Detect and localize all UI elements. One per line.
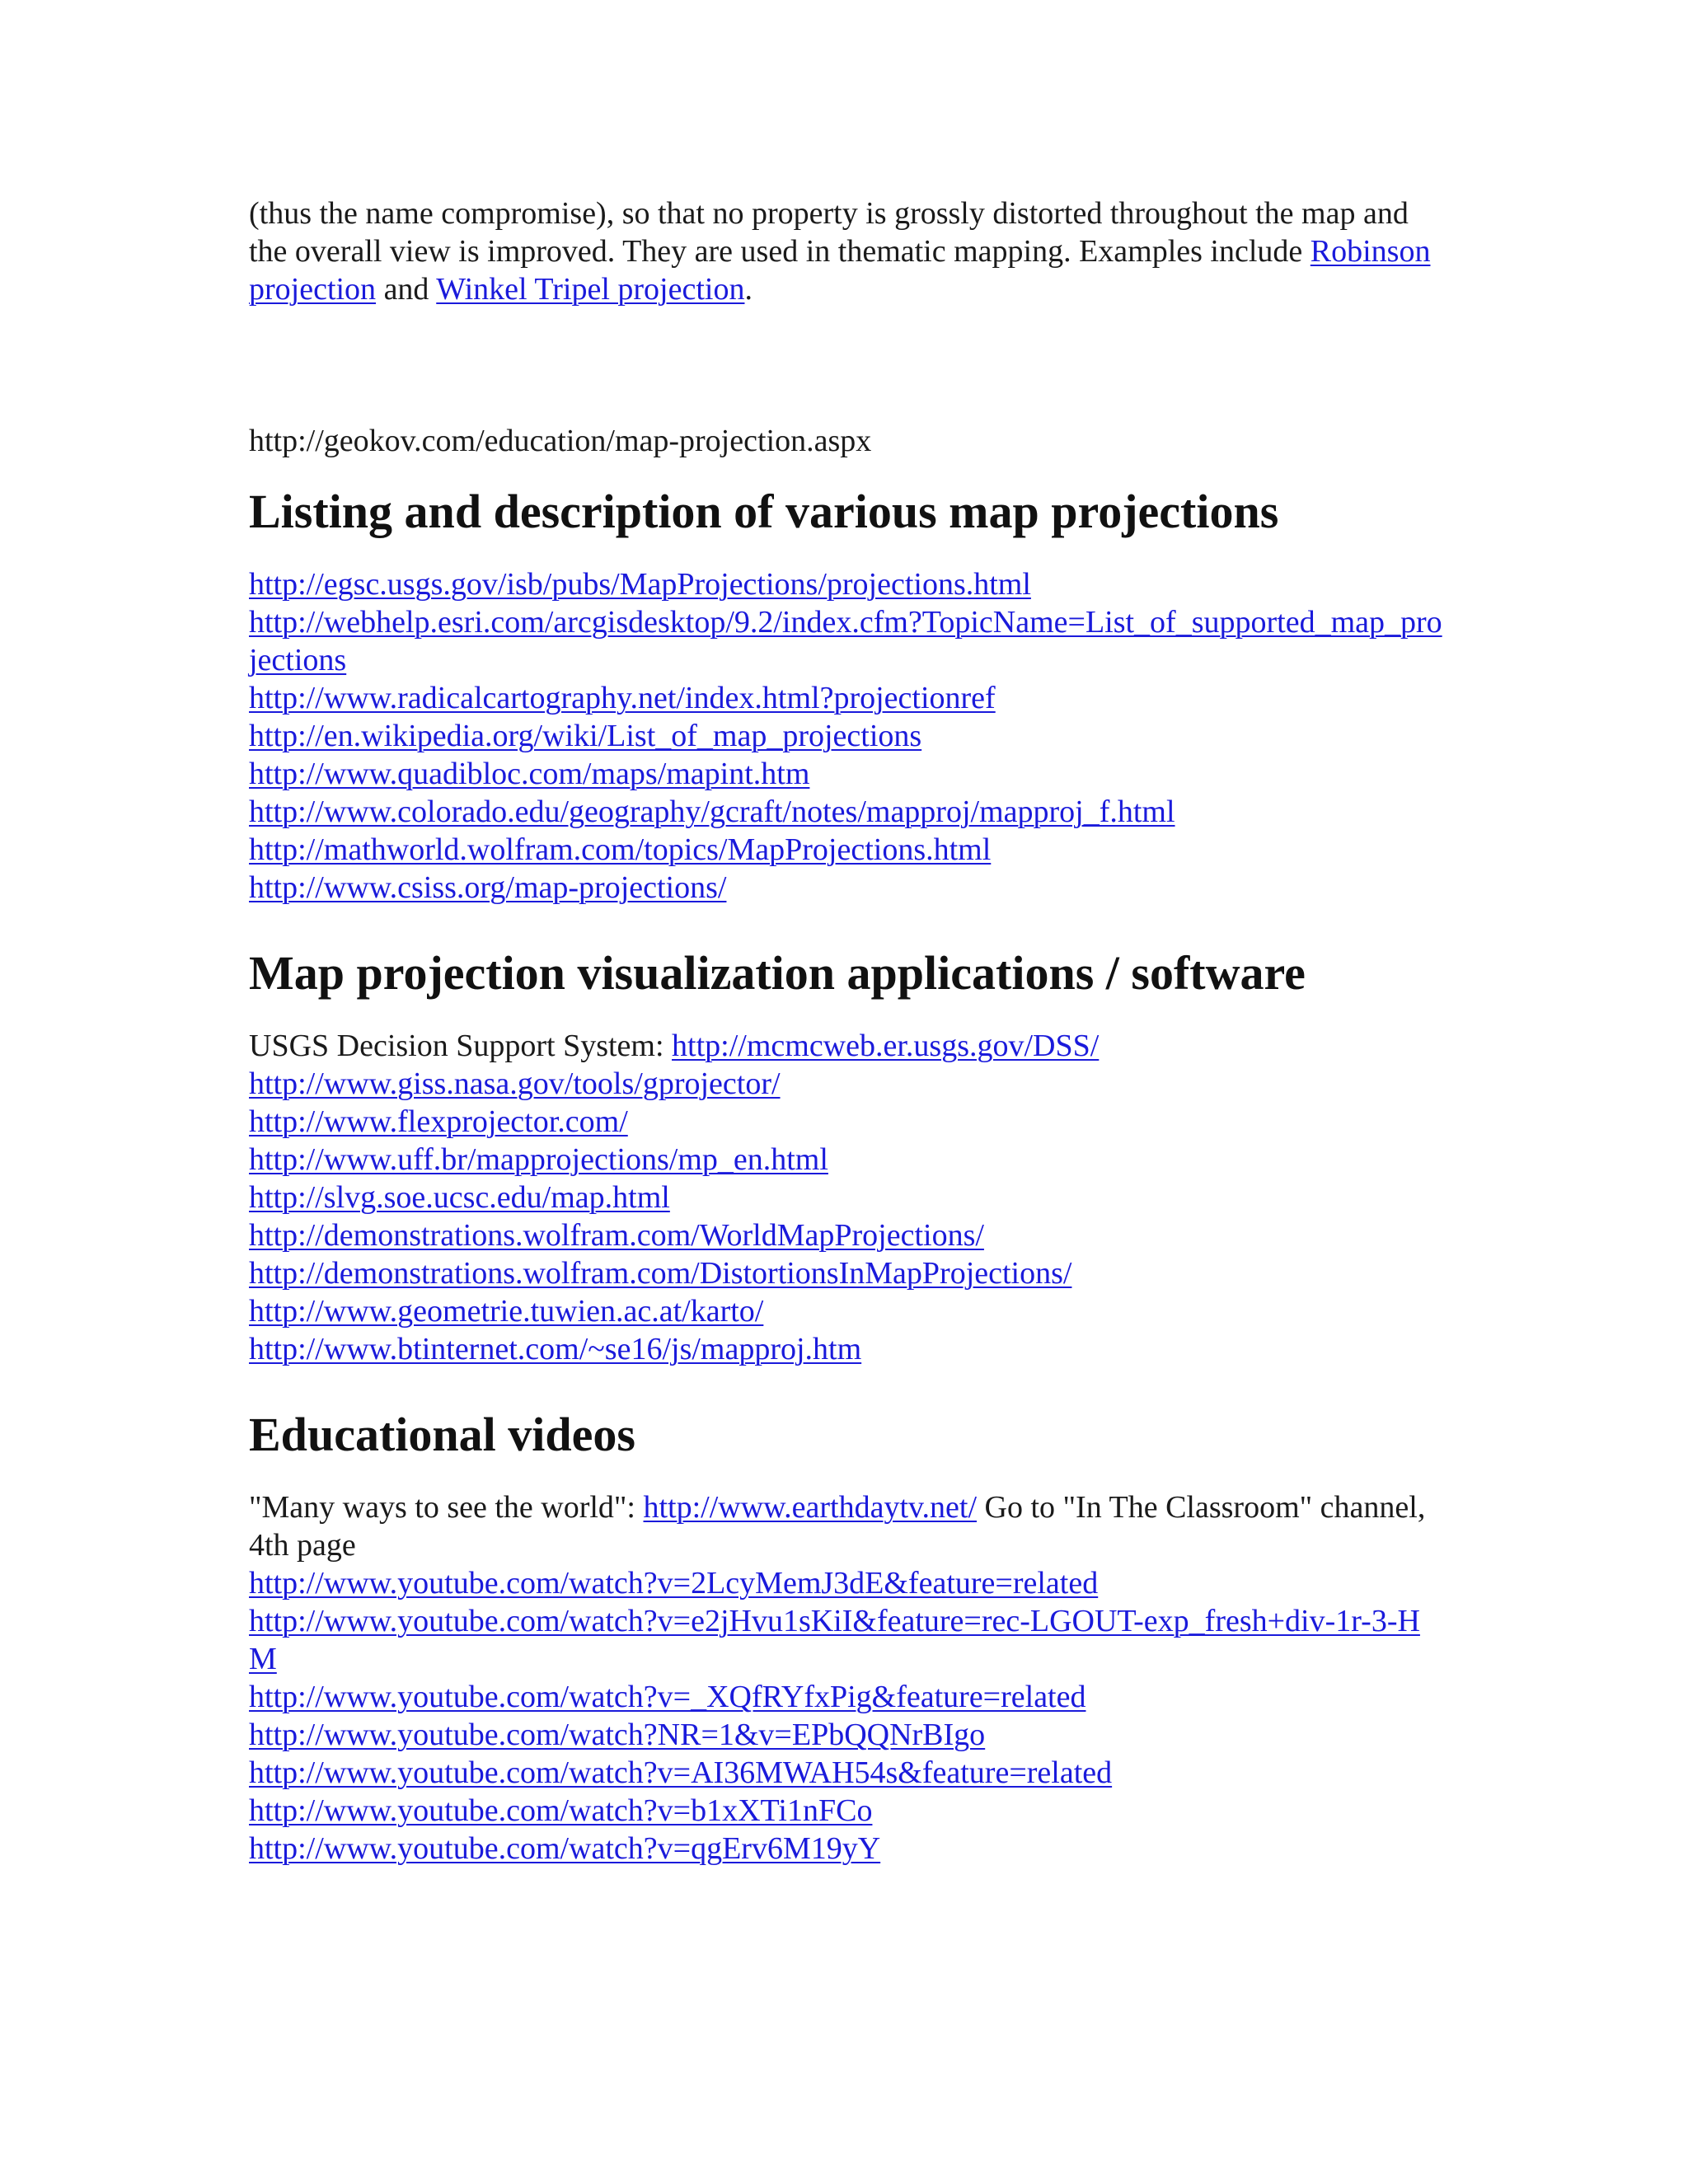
software-link[interactable]: http://www.uff.br/mapprojections/mp_en.html xyxy=(249,1142,828,1177)
listing-link[interactable]: http://en.wikipedia.org/wiki/List_of_map_projections xyxy=(249,719,922,753)
intro-paragraph xyxy=(249,194,1444,308)
software-link[interactable]: http://www.flexprojector.com/ xyxy=(249,1104,628,1139)
video-link[interactable]: http://www.youtube.com/watch?v=e2jHvu1sKiI&feature=rec-LGOUT-exp_fresh+div-1r-3-HM xyxy=(249,1604,1420,1676)
listing-links xyxy=(249,565,1444,907)
software-links xyxy=(249,1027,1444,1368)
video-link[interactable]: http://www.youtube.com/watch?v=b1xXTi1nFCo xyxy=(249,1793,873,1828)
video-link[interactable]: http://www.youtube.com/watch?v=_XQfRYfxPig&feature=related xyxy=(249,1680,1086,1714)
link-robinson-projection[interactable]: Robinson projection xyxy=(249,234,1431,307)
software-link[interactable]: http://demonstrations.wolfram.com/WorldMapProjections/ xyxy=(249,1218,984,1253)
intro-text: (thus the name compromise), so that no property is grossly distorted throughout the map and the overall view is improved. They are used in thematic mapping. Examples include xyxy=(249,196,1409,269)
software-link[interactable]: http://demonstrations.wolfram.com/DistortionsInMapProjections/ xyxy=(249,1256,1072,1291)
listing-link[interactable]: http://egsc.usgs.gov/isb/pubs/MapProjections/projections.html xyxy=(249,567,1031,602)
software-link[interactable]: http://www.giss.nasa.gov/tools/gprojector/ xyxy=(249,1066,781,1101)
video-link[interactable]: http://www.youtube.com/watch?v=AI36MWAH54s&feature=related xyxy=(249,1755,1113,1790)
many-ways-label: "Many ways to see the world": xyxy=(249,1490,644,1525)
intro-and: and xyxy=(376,272,437,307)
listing-link[interactable]: http://www.radicalcartography.net/index.html?projectionref xyxy=(249,681,996,715)
software-link[interactable]: http://www.geometrie.tuwien.ac.at/karto/ xyxy=(249,1294,764,1329)
software-link[interactable]: http://www.btinternet.com/~se16/js/mapproj.htm xyxy=(249,1332,862,1366)
listing-link[interactable]: http://webhelp.esri.com/arcgisdesktop/9.2/index.cfm?TopicName=List_of_supported_map_projections xyxy=(249,605,1442,677)
many-ways-after: Go to "In The Classroom" channel, 4th page xyxy=(249,1490,1426,1563)
software-link[interactable]: http://slvg.soe.ucsc.edu/map.html xyxy=(249,1180,670,1215)
listing-link[interactable]: http://www.csiss.org/map-projections/ xyxy=(249,870,727,905)
document-page xyxy=(249,194,1444,1868)
video-links xyxy=(249,1488,1444,1868)
video-link[interactable]: http://www.youtube.com/watch?NR=1&v=EPbQQNrBIgo xyxy=(249,1718,986,1752)
usgs-label: USGS Decision Support System: xyxy=(249,1029,673,1063)
heading-listing: Listing and description of various map projections xyxy=(249,485,1279,538)
listing-link[interactable]: http://www.quadibloc.com/maps/mapint.htm xyxy=(249,757,810,791)
heading-videos: Educational videos xyxy=(249,1408,635,1461)
link-winkel-tripel-projection[interactable]: Winkel Tripel projection xyxy=(436,272,745,307)
usgs-dss-link[interactable]: http://mcmcweb.er.usgs.gov/DSS/ xyxy=(672,1029,1100,1063)
source-url: http://geokov.com/education/map-projection.aspx xyxy=(249,424,872,458)
earthdaytv-link[interactable]: http://www.earthdaytv.net/ xyxy=(643,1490,978,1525)
intro-period: . xyxy=(744,272,753,307)
heading-software: Map projection visualization applications / software xyxy=(249,946,1306,1000)
listing-link[interactable]: http://www.colorado.edu/geography/gcraft/notes/mapproj/mapproj_f.html xyxy=(249,794,1175,829)
video-link[interactable]: http://www.youtube.com/watch?v=2LcyMemJ3dE&feature=related xyxy=(249,1566,1099,1601)
video-link[interactable]: http://www.youtube.com/watch?v=qgErv6M19yY xyxy=(249,1831,881,1866)
listing-link[interactable]: http://mathworld.wolfram.com/topics/MapProjections.html xyxy=(249,832,992,867)
